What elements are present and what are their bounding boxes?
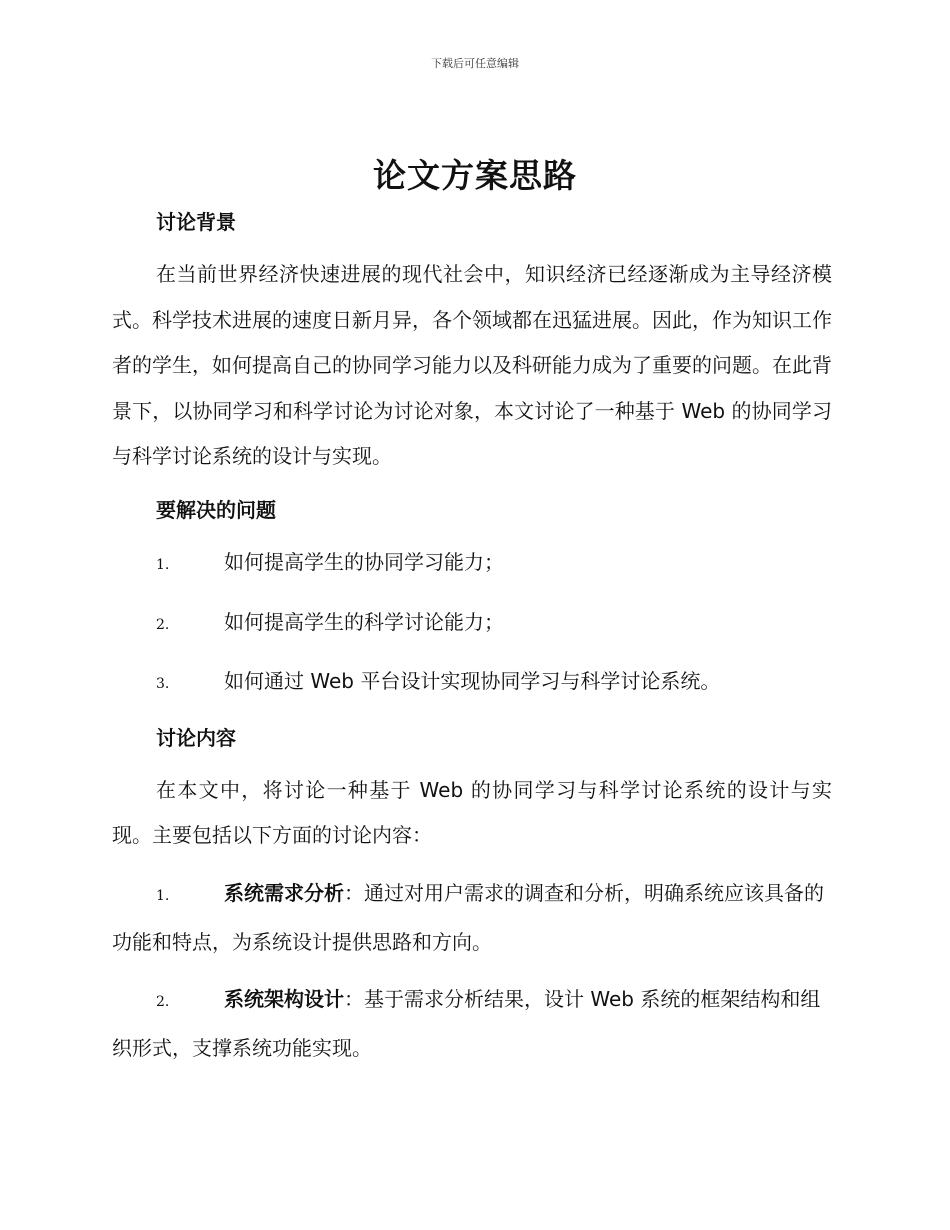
problems-list: [112, 540, 832, 708]
list-number: 1.: [156, 887, 170, 904]
content-list: [112, 871, 832, 1071]
header-note: 下载后可任意编辑: [431, 57, 519, 70]
section-heading-background: 讨论背景: [156, 210, 236, 234]
list-item-lead: 系统需求分析: [224, 880, 344, 905]
section-heading-problems: 要解决的问题: [156, 497, 276, 522]
list-number: 1.: [156, 556, 170, 573]
content-paragraph: 在本文中，将讨论一种基于 Web 的协同学习与科学讨论系统的设计与实现。主要包括以下方面的讨论内容：: [112, 777, 832, 848]
list-item-text: ：基于需求分析结果，设计 Web 系统的框架结构和组织形式，支撑系统功能实现。: [112, 987, 821, 1060]
list-item: [112, 659, 832, 708]
list-item-text: ：通过对用户需求的调查和分析，明确系统应该具备的功能和特点，为系统设计提供思路和方向。: [112, 880, 824, 954]
document-title: 论文方案思路: [373, 156, 577, 195]
list-number: 2.: [156, 616, 170, 633]
list-number: 3.: [156, 676, 170, 693]
list-item: [112, 600, 832, 649]
list-item-lead: 系统架构设计: [224, 987, 344, 1012]
document-body: [112, 204, 832, 1071]
background-paragraph: 在当前世界经济快速进展的现代社会中，知识经济已经逐渐成为主导经济模式。科学技术进展的速度日新月异，各个领域都在迅猛进展。因此，作为知识工作者的学生，如何提高自己的协同学习能力以及科研能力成为了重要的问题。在此背景下，以协同学习和科学讨论为讨论对象，本文讨论了一种基于 Web 的协同学习与科学讨论系统的设计与实现。: [112, 262, 832, 469]
list-item: [112, 871, 832, 965]
list-item: [112, 540, 832, 589]
list-number: 2.: [156, 994, 170, 1011]
list-item-text: 如何提高学生的协同学习能力；: [224, 549, 504, 574]
list-item-text: 如何通过 Web 平台设计实现协同学习与科学讨论系统。: [224, 669, 721, 694]
section-heading-content: 讨论内容: [156, 725, 236, 750]
list-item: [112, 977, 832, 1071]
list-item-text: 如何提高学生的科学讨论能力；: [224, 609, 504, 634]
